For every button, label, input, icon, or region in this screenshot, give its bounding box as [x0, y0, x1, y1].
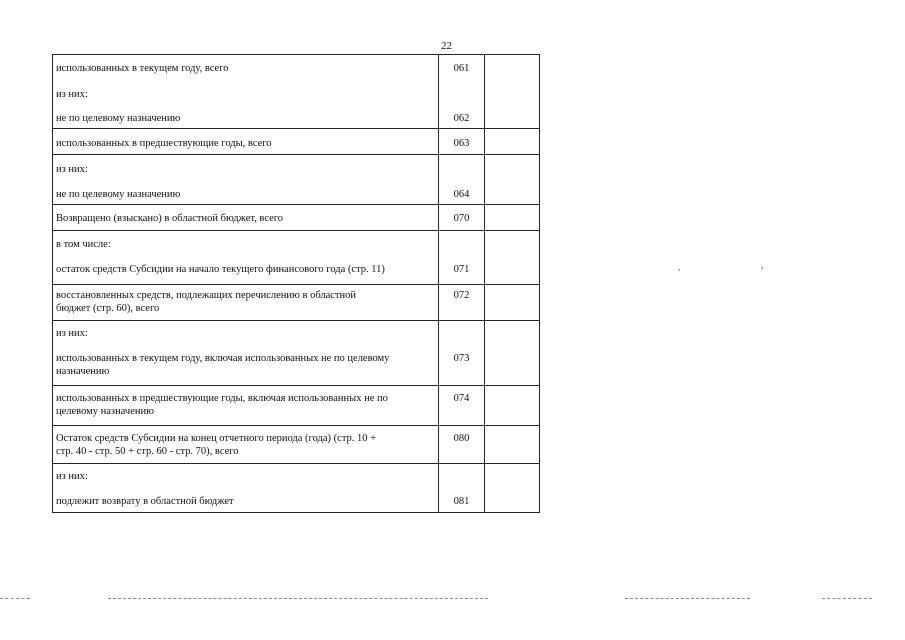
row-code: 081 [453, 496, 470, 507]
scan-mark: , [761, 260, 764, 270]
row-label: использованных в предшествующие годы, включая использованных не по [56, 393, 388, 404]
row-divider [53, 320, 539, 321]
row-code: 071 [453, 264, 470, 275]
row-divider [53, 230, 539, 231]
scan-artifact-line [108, 598, 488, 599]
row-code: 062 [453, 113, 470, 124]
row-code: 073 [453, 353, 470, 364]
row-label-continued: бюджет (стр. 60), всего [56, 303, 160, 314]
row-code: 063 [453, 138, 470, 149]
row-label: остаток средств Субсидии на начало текущего финансового года (стр. 11) [56, 264, 385, 275]
row-label: Остаток средств Субсидии на конец отчетного периода (года) (стр. 10 + [56, 433, 377, 444]
row-label: использованных в текущем году, всего [56, 63, 229, 74]
row-label: Возвращено (взыскано) в областной бюджет, всего [56, 213, 284, 224]
row-label-continued: стр. 40 - стр. 50 + стр. 60 - стр. 70), всего [56, 446, 239, 457]
row-label: не по целевому назначению [56, 189, 181, 200]
row-label: из них: [56, 471, 88, 482]
row-label-continued: целевому назначению [56, 406, 154, 417]
row-label: в том числе: [56, 239, 111, 250]
row-divider [53, 204, 539, 205]
row-divider [53, 128, 539, 129]
row-divider [53, 385, 539, 386]
scan-artifact-line [625, 598, 750, 599]
row-code: 074 [453, 393, 470, 404]
row-divider [53, 284, 539, 285]
row-code: 080 [453, 433, 470, 444]
row-code: 070 [453, 213, 470, 224]
row-label: использованных в предшествующие годы, всего [56, 138, 272, 149]
row-label-continued: назначению [56, 366, 110, 377]
row-divider [53, 425, 539, 426]
scan-artifact-line [822, 598, 872, 599]
row-code: 072 [453, 290, 470, 301]
row-code: 061 [453, 63, 470, 74]
page-number: 22 [441, 40, 452, 52]
scan-artifact-line [0, 598, 30, 599]
row-divider [53, 463, 539, 464]
report-table [52, 54, 540, 513]
row-label: из них: [56, 328, 88, 339]
row-divider [53, 154, 539, 155]
row-label: из них: [56, 164, 88, 175]
row-label: использованных в текущем году, включая использованных не по целевому [56, 353, 390, 364]
row-label: восстановленных средств, подлежащих перечислению в областной [56, 290, 357, 301]
scan-mark: , [678, 262, 681, 272]
row-code: 064 [453, 189, 470, 200]
row-label: не по целевому назначению [56, 113, 181, 124]
row-label: подлежит возврату в областной бюджет [56, 496, 234, 507]
row-label: из них: [56, 89, 88, 100]
